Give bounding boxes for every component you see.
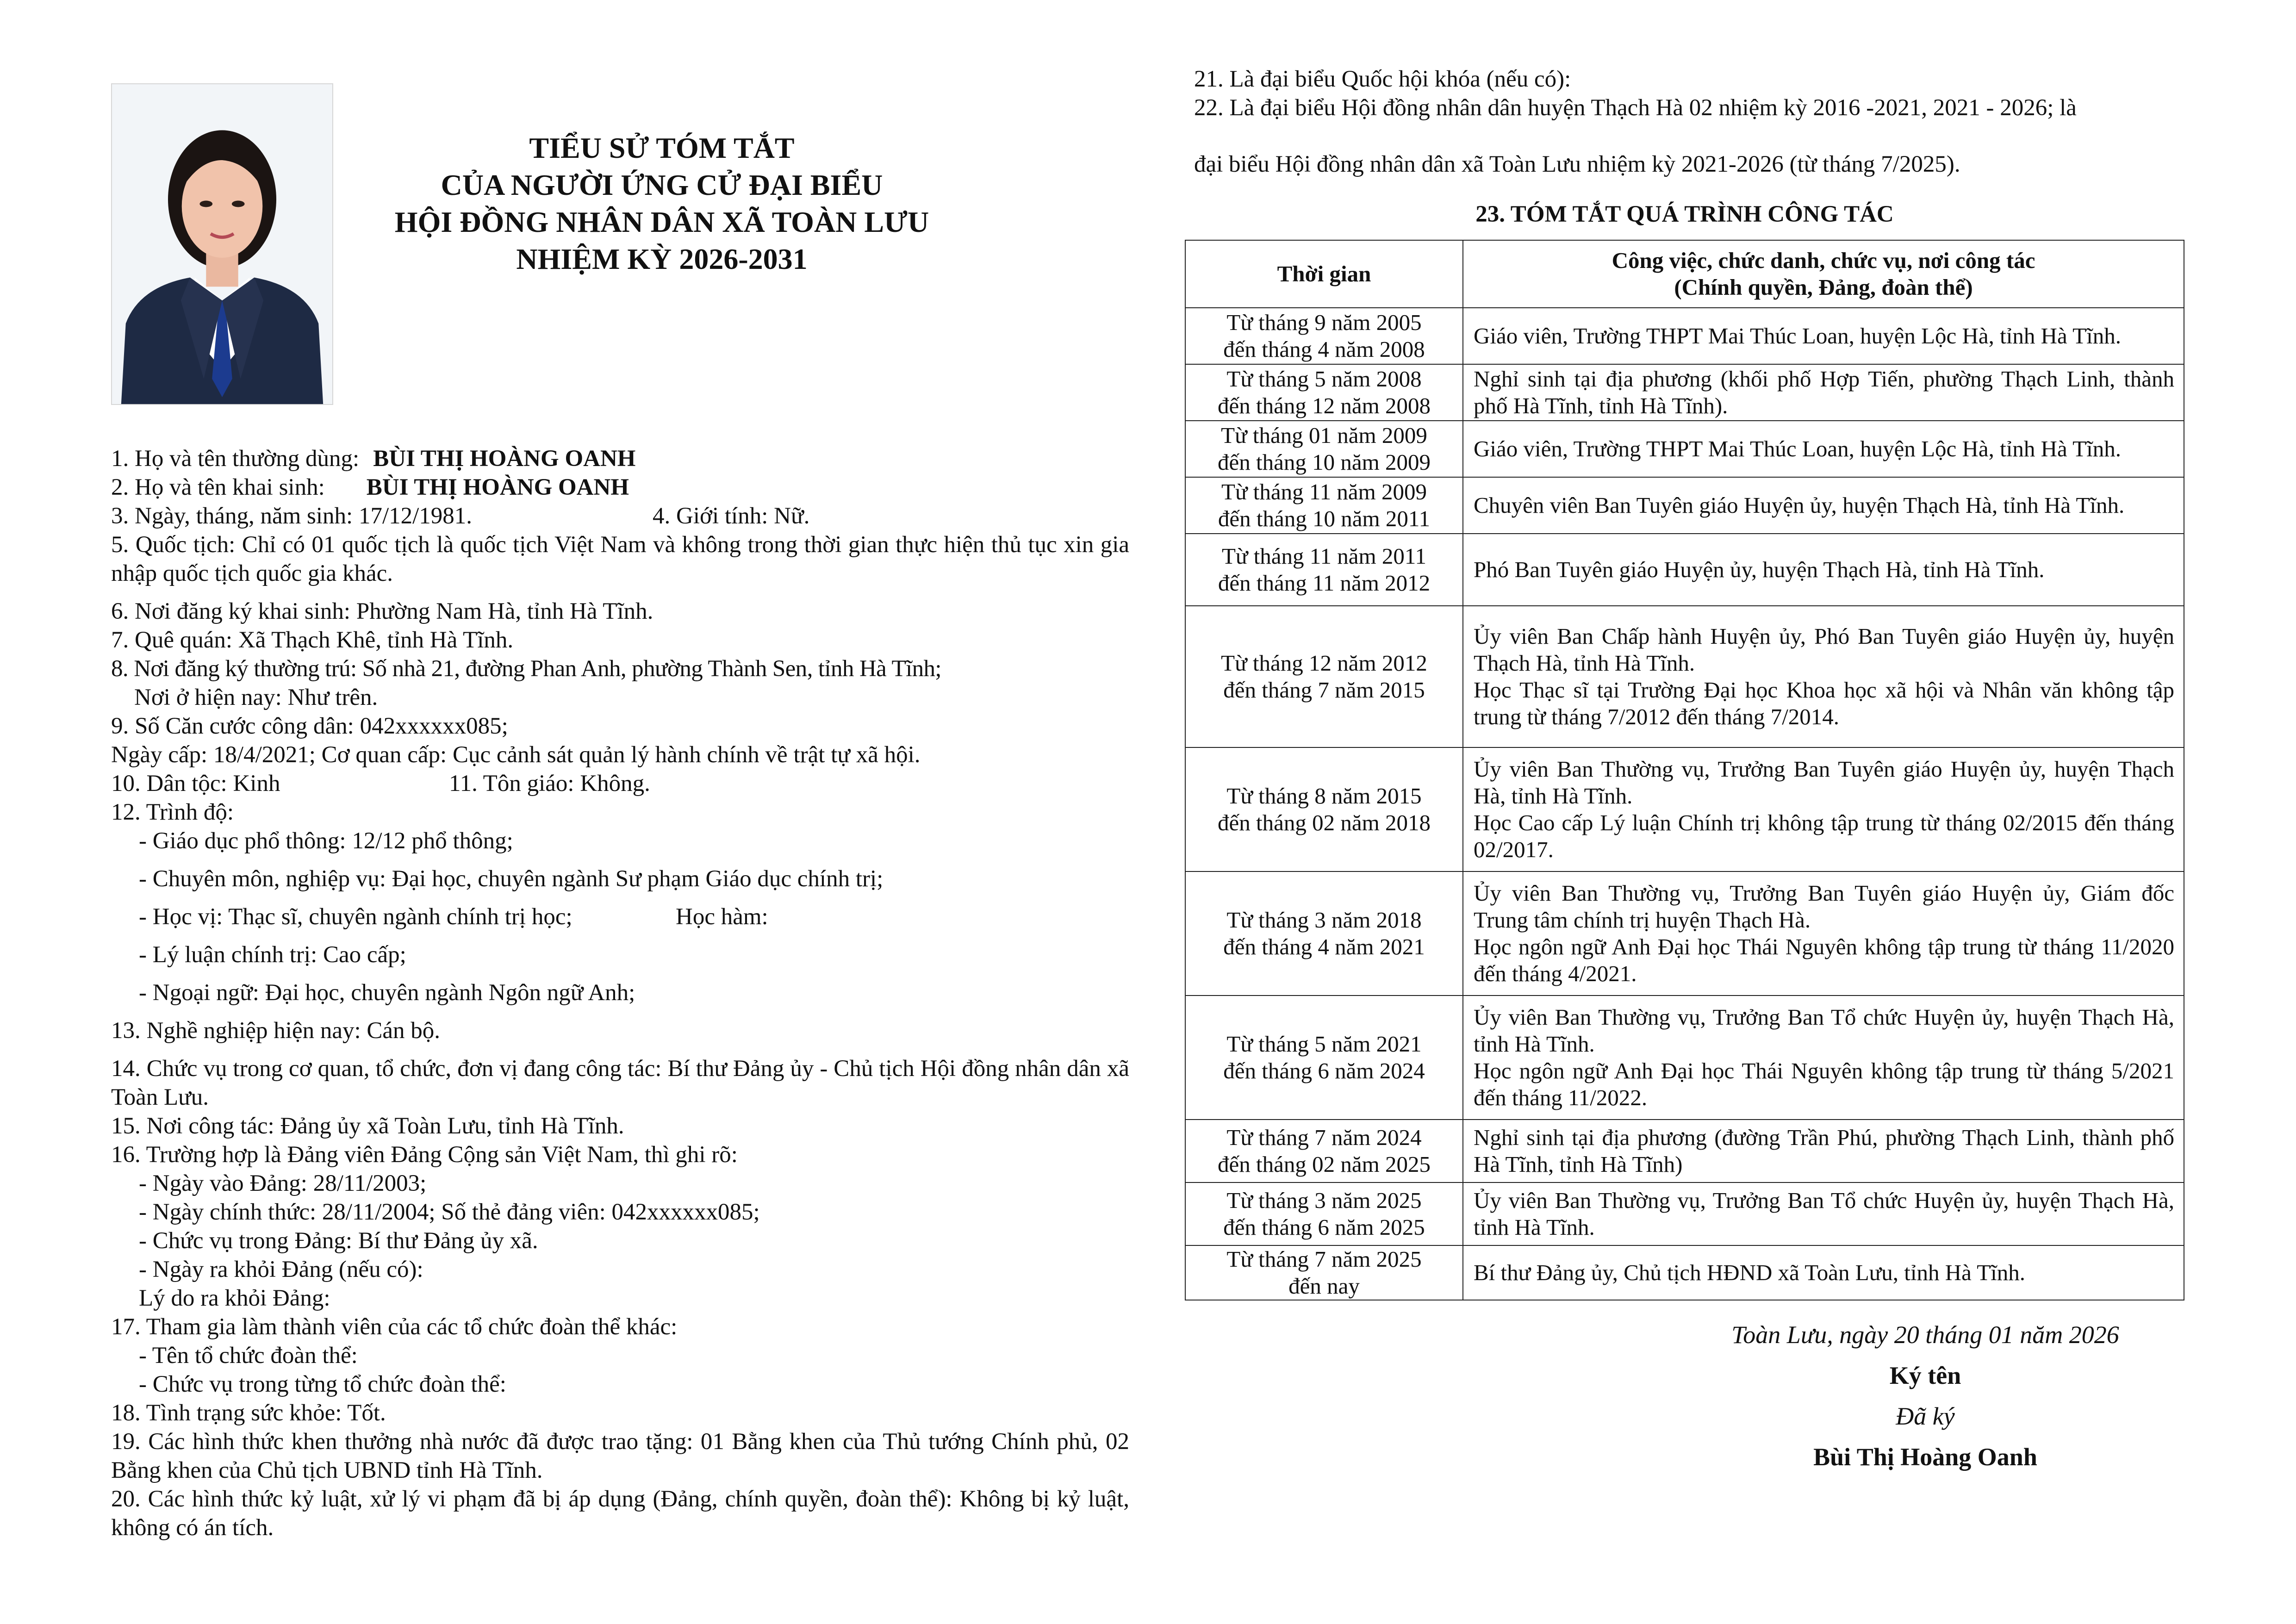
work-text: Bí thư Đảng ủy, Chủ tịch HĐND xã Toàn Lưu, tỉnh Hà Tĩnh. <box>1474 1260 2026 1285</box>
time-from: Từ tháng 5 năm 2008 <box>1226 366 1422 392</box>
table-row <box>1185 1182 2184 1245</box>
personal-info-section <box>111 444 1129 1542</box>
title-line-1: TIỂU SỬ TÓM TẮT <box>529 131 795 164</box>
work-text: Giáo viên, Trường THPT Mai Thúc Loan, huyện Lộc Hà, tỉnh Hà Tĩnh. <box>1474 436 2121 461</box>
header-work-line-2: (Chính quyền, Đảng, đoàn thể) <box>1674 274 1973 300</box>
item-14: 14. Chức vụ trong cơ quan, tổ chức, đơn vị đang công tác: Bí thư Đảng ủy - Chủ tịch Hội đồng nhân dân xã Toàn Lưu. <box>111 1056 1129 1110</box>
work-text: Chuyên viên Ban Tuyên giáo Huyện ủy, huyện Thạch Hà, tỉnh Hà Tĩnh. <box>1474 492 2125 518</box>
row-time <box>1185 534 1463 606</box>
time-from: Từ tháng 8 năm 2015 <box>1226 783 1422 809</box>
row-time <box>1185 1182 1463 1245</box>
career-table-header <box>1185 240 2184 308</box>
row-work <box>1463 747 2184 871</box>
table-row <box>1185 1120 2184 1182</box>
item-17a: - Tên tổ chức đoàn thể: <box>139 1343 358 1369</box>
item-12c <box>111 902 1129 931</box>
work-text: Ủy viên Ban Thường vụ, Trưởng Ban Tổ chức Huyện ủy, huyện Thạch Hà, tỉnh Hà Tĩnh. <box>1474 1004 2174 1057</box>
item-8b: Nơi ở hiện nay: Như trên. <box>134 684 378 710</box>
item-22-line-1: 22. Là đại biểu Hội đồng nhân dân huyện Thạch Hà 02 nhiệm kỳ 2016 -2021, 2021 - 2026; là <box>1194 95 2077 121</box>
signature-block <box>1592 1314 2259 1477</box>
row-work <box>1463 421 2184 477</box>
time-from: Từ tháng 3 năm 2018 <box>1226 907 1422 933</box>
item-1-value: BÙI THỊ HOÀNG OANH <box>373 446 636 472</box>
table-row <box>1185 996 2184 1120</box>
row-time <box>1185 364 1463 421</box>
row-time <box>1185 606 1463 747</box>
header-time: Thời gian <box>1185 240 1463 308</box>
item-7: 7. Quê quán: Xã Thạch Khê, tỉnh Hà Tĩnh. <box>111 627 514 653</box>
header-work-line-1: Công việc, chức danh, chức vụ, nơi công tác <box>1612 248 2035 273</box>
row-time <box>1185 747 1463 871</box>
item-18: 18. Tình trạng sức khỏe: Tốt. <box>111 1400 386 1426</box>
signed-note: Đã ký <box>1896 1402 1955 1430</box>
time-to: đến tháng 6 năm 2024 <box>1223 1058 1425 1083</box>
item-3: 3. Ngày, tháng, năm sinh: 17/12/1981. <box>111 503 473 529</box>
table-row <box>1185 308 2184 364</box>
row-time <box>1185 1245 1463 1300</box>
item-16: 16. Trường hợp là Đảng viên Đảng Cộng sản Việt Nam, thì ghi rõ: <box>111 1142 738 1168</box>
signer-name: Bùi Thị Hoàng Oanh <box>1813 1443 2037 1471</box>
item-12b: - Chuyên môn, nghiệp vụ: Đại học, chuyên ngành Sư phạm Giáo dục chính trị; <box>139 866 884 892</box>
item-12c-title: Học hàm: <box>676 904 768 930</box>
item-1-label: 1. Họ và tên thường dùng: <box>111 446 360 472</box>
time-to: đến tháng 7 năm 2015 <box>1223 677 1425 703</box>
time-from: Từ tháng 11 năm 2009 <box>1221 479 1427 504</box>
time-from: Từ tháng 11 năm 2011 <box>1221 543 1427 569</box>
row-work <box>1463 364 2184 421</box>
work-text: Nghỉ sinh tại địa phương (khối phố Hợp Tiến, phường Thạch Linh, thành phố Hà Tĩnh, tỉnh Hà Tĩnh). <box>1474 366 2174 418</box>
work-text-study: Học ngôn ngữ Anh Đại học Thái Nguyên không tập trung từ tháng 11/2020 đến tháng 4/2021. <box>1474 934 2174 986</box>
item-22-line-2: đại biểu Hội đồng nhân dân xã Toàn Lưu nhiệm kỳ 2021-2026 (từ tháng 7/2025). <box>1194 151 1960 177</box>
row-work <box>1463 1120 2184 1182</box>
item-9b: Ngày cấp: 18/4/2021; Cơ quan cấp: Cục cảnh sát quản lý hành chính về trật tự xã hội. <box>111 742 921 768</box>
time-from: Từ tháng 7 năm 2024 <box>1226 1125 1422 1150</box>
item-15: 15. Nơi công tác: Đảng ủy xã Toàn Lưu, tỉnh Hà Tĩnh. <box>111 1113 624 1139</box>
row-time <box>1185 871 1463 996</box>
time-to: đến tháng 10 năm 2009 <box>1218 449 1431 475</box>
row-time <box>1185 421 1463 477</box>
item-17: 17. Tham gia làm thành viên của các tổ chức đoàn thể khác: <box>111 1314 678 1340</box>
item-12a: - Giáo dục phổ thông: 12/12 phổ thông; <box>139 828 513 854</box>
item-20: 20. Các hình thức kỷ luật, xử lý vi phạm đã bị áp dụng (Đảng, chính quyền, đoàn thể): Không bị kỷ luật, không có án tích. <box>111 1486 1129 1541</box>
time-to: đến tháng 02 năm 2025 <box>1218 1151 1431 1177</box>
work-text: Ủy viên Ban Chấp hành Huyện ủy, Phó Ban Tuyên giáo Huyện ủy, huyện Thạch Hà, tỉnh Hà Tĩnh. <box>1474 623 2174 676</box>
item-8: 8. Nơi đăng ký thường trú: Số nhà 21, đường Phan Anh, phường Thành Sen, tỉnh Hà Tĩnh; <box>111 656 941 682</box>
time-to: đến tháng 02 năm 2018 <box>1218 810 1431 835</box>
table-row <box>1185 1245 2184 1300</box>
work-text: Ủy viên Ban Thường vụ, Trưởng Ban Tuyên giáo Huyện ủy, huyện Thạch Hà, tỉnh Hà Tĩnh. <box>1474 756 2174 809</box>
time-to: đến nay <box>1288 1273 1360 1299</box>
time-from: Từ tháng 7 năm 2025 <box>1226 1246 1422 1272</box>
row-work <box>1463 871 2184 996</box>
time-to: đến tháng 11 năm 2012 <box>1218 570 1431 596</box>
signature-label: Ký tên <box>1889 1362 1961 1389</box>
item-16b: - Ngày chính thức: 28/11/2004; Số thẻ đảng viên: 042xxxxxx085; <box>139 1199 760 1225</box>
item-2 <box>111 473 1129 502</box>
time-from: Từ tháng 01 năm 2009 <box>1221 423 1427 448</box>
item-2-value: BÙI THỊ HOÀNG OANH <box>366 474 629 500</box>
work-text: Giáo viên, Trường THPT Mai Thúc Loan, huyện Lộc Hà, tỉnh Hà Tĩnh. <box>1474 323 2121 348</box>
item-9: 9. Số Căn cước công dân: 042xxxxxx085; <box>111 713 508 739</box>
item-1 <box>111 444 1129 473</box>
table-row <box>1185 606 2184 747</box>
row-time <box>1185 1120 1463 1182</box>
work-text: Nghỉ sinh tại địa phương (đường Trần Phú, phường Thạch Linh, thành phố Hà Tĩnh, tỉnh Hà Tĩnh) <box>1474 1125 2174 1177</box>
document-title <box>352 130 972 278</box>
item-13: 13. Nghề nghiệp hiện nay: Cán bộ. <box>111 1018 441 1044</box>
table-row <box>1185 421 2184 477</box>
item-10: 10. Dân tộc: Kinh <box>111 771 280 796</box>
row-time <box>1185 477 1463 534</box>
work-text: Ủy viên Ban Thường vụ, Trưởng Ban Tổ chức Huyện ủy, huyện Thạch Hà, tỉnh Hà Tĩnh. <box>1474 1188 2174 1240</box>
row-work <box>1463 996 2184 1120</box>
item-6: 6. Nơi đăng ký khai sinh: Phường Nam Hà, tỉnh Hà Tĩnh. <box>111 598 653 624</box>
item-5: 5. Quốc tịch: Chỉ có 01 quốc tịch là quốc tịch Việt Nam và không trong thời gian thực hiện thủ tục xin gia nhập quốc tịch quốc gia khác. <box>111 532 1129 586</box>
time-to: đến tháng 12 năm 2008 <box>1218 393 1431 418</box>
row-work <box>1463 1245 2184 1300</box>
row-time <box>1185 996 1463 1120</box>
item-21: 21. Là đại biểu Quốc hội khóa (nếu có): <box>1194 66 1571 92</box>
table-row <box>1185 534 2184 606</box>
portrait-photo <box>111 83 333 405</box>
time-from: Từ tháng 9 năm 2005 <box>1226 310 1422 335</box>
portrait-illustration <box>112 84 332 404</box>
row-work <box>1463 308 2184 364</box>
table-row <box>1185 871 2184 996</box>
item-19: 19. Các hình thức khen thưởng nhà nước đã được trao tặng: 01 Bằng khen của Thủ tướng Chính phủ, 02 Bằng khen của Chủ tịch UBND tỉnh Hà Tĩnh. <box>111 1429 1129 1483</box>
representative-info <box>1194 65 2217 179</box>
career-table <box>1185 240 2184 1300</box>
table-row <box>1185 747 2184 871</box>
row-time <box>1185 308 1463 364</box>
item-10-11 <box>111 769 1129 798</box>
item-3-4 <box>111 502 1129 530</box>
item-12c-degree: - Học vị: Thạc sĩ, chuyên ngành chính trị học; <box>139 904 572 930</box>
time-from: Từ tháng 3 năm 2025 <box>1226 1188 1422 1213</box>
work-text-study: Học ngôn ngữ Anh Đại học Thái Nguyên không tập trung từ tháng 5/2021 đến tháng 11/2022. <box>1474 1058 2174 1110</box>
item-16c: - Chức vụ trong Đảng: Bí thư Đảng ủy xã. <box>139 1228 538 1254</box>
item-16d: - Ngày ra khỏi Đảng (nếu có): <box>139 1257 423 1282</box>
time-from: Từ tháng 12 năm 2012 <box>1221 650 1427 676</box>
row-work <box>1463 1182 2184 1245</box>
time-to: đến tháng 4 năm 2008 <box>1223 336 1425 362</box>
row-work <box>1463 606 2184 747</box>
item-12e: - Ngoại ngữ: Đại học, chuyên ngành Ngôn ngữ Anh; <box>139 980 635 1006</box>
table-row <box>1185 477 2184 534</box>
header-work <box>1463 240 2184 308</box>
work-text-study: Học Thạc sĩ tại Trường Đại học Khoa học xã hội và Nhân văn không tập trung từ tháng 7/2012 đến tháng 7/2014. <box>1474 677 2174 729</box>
item-2-label: 2. Họ và tên khai sinh: <box>111 474 325 500</box>
title-line-3: HỘI ĐỒNG NHÂN DÂN XÃ TOÀN LƯU <box>394 205 929 238</box>
time-to: đến tháng 10 năm 2011 <box>1218 506 1431 531</box>
title-line-4: NHIỆM KỲ 2026-2031 <box>516 243 808 275</box>
work-text-study: Học Cao cấp Lý luận Chính trị không tập trung từ tháng 02/2015 đến tháng 02/2017. <box>1474 810 2174 862</box>
time-to: đến tháng 4 năm 2021 <box>1223 934 1425 959</box>
place-date: Toàn Lưu, ngày 20 tháng 01 năm 2026 <box>1731 1321 2119 1349</box>
item-16e: Lý do ra khỏi Đảng: <box>139 1285 330 1311</box>
table-row <box>1185 364 2184 421</box>
item-16a: - Ngày vào Đảng: 28/11/2003; <box>139 1170 427 1196</box>
title-line-2: CỦA NGƯỜI ỨNG CỬ ĐẠI BIỂU <box>441 168 883 201</box>
section-23-heading: 23. TÓM TẮT QUÁ TRÌNH CÔNG TÁC <box>1475 201 1894 227</box>
item-12: 12. Trình độ: <box>111 799 234 825</box>
time-to: đến tháng 6 năm 2025 <box>1223 1214 1425 1240</box>
row-work <box>1463 534 2184 606</box>
time-from: Từ tháng 5 năm 2021 <box>1226 1031 1422 1057</box>
item-4: 4. Giới tính: Nữ. <box>653 503 810 529</box>
item-12d: - Lý luận chính trị: Cao cấp; <box>139 942 406 968</box>
work-text: Phó Ban Tuyên giáo Huyện ủy, huyện Thạch Hà, tỉnh Hà Tĩnh. <box>1474 557 2045 582</box>
work-text: Ủy viên Ban Thường vụ, Trưởng Ban Tuyên giáo Huyện ủy, Giám đốc Trung tâm chính trị huyện Thạch Hà. <box>1474 880 2174 933</box>
item-17b: - Chức vụ trong từng tổ chức đoàn thể: <box>139 1371 506 1397</box>
item-11: 11. Tôn giáo: Không. <box>449 771 650 796</box>
row-work <box>1463 477 2184 534</box>
